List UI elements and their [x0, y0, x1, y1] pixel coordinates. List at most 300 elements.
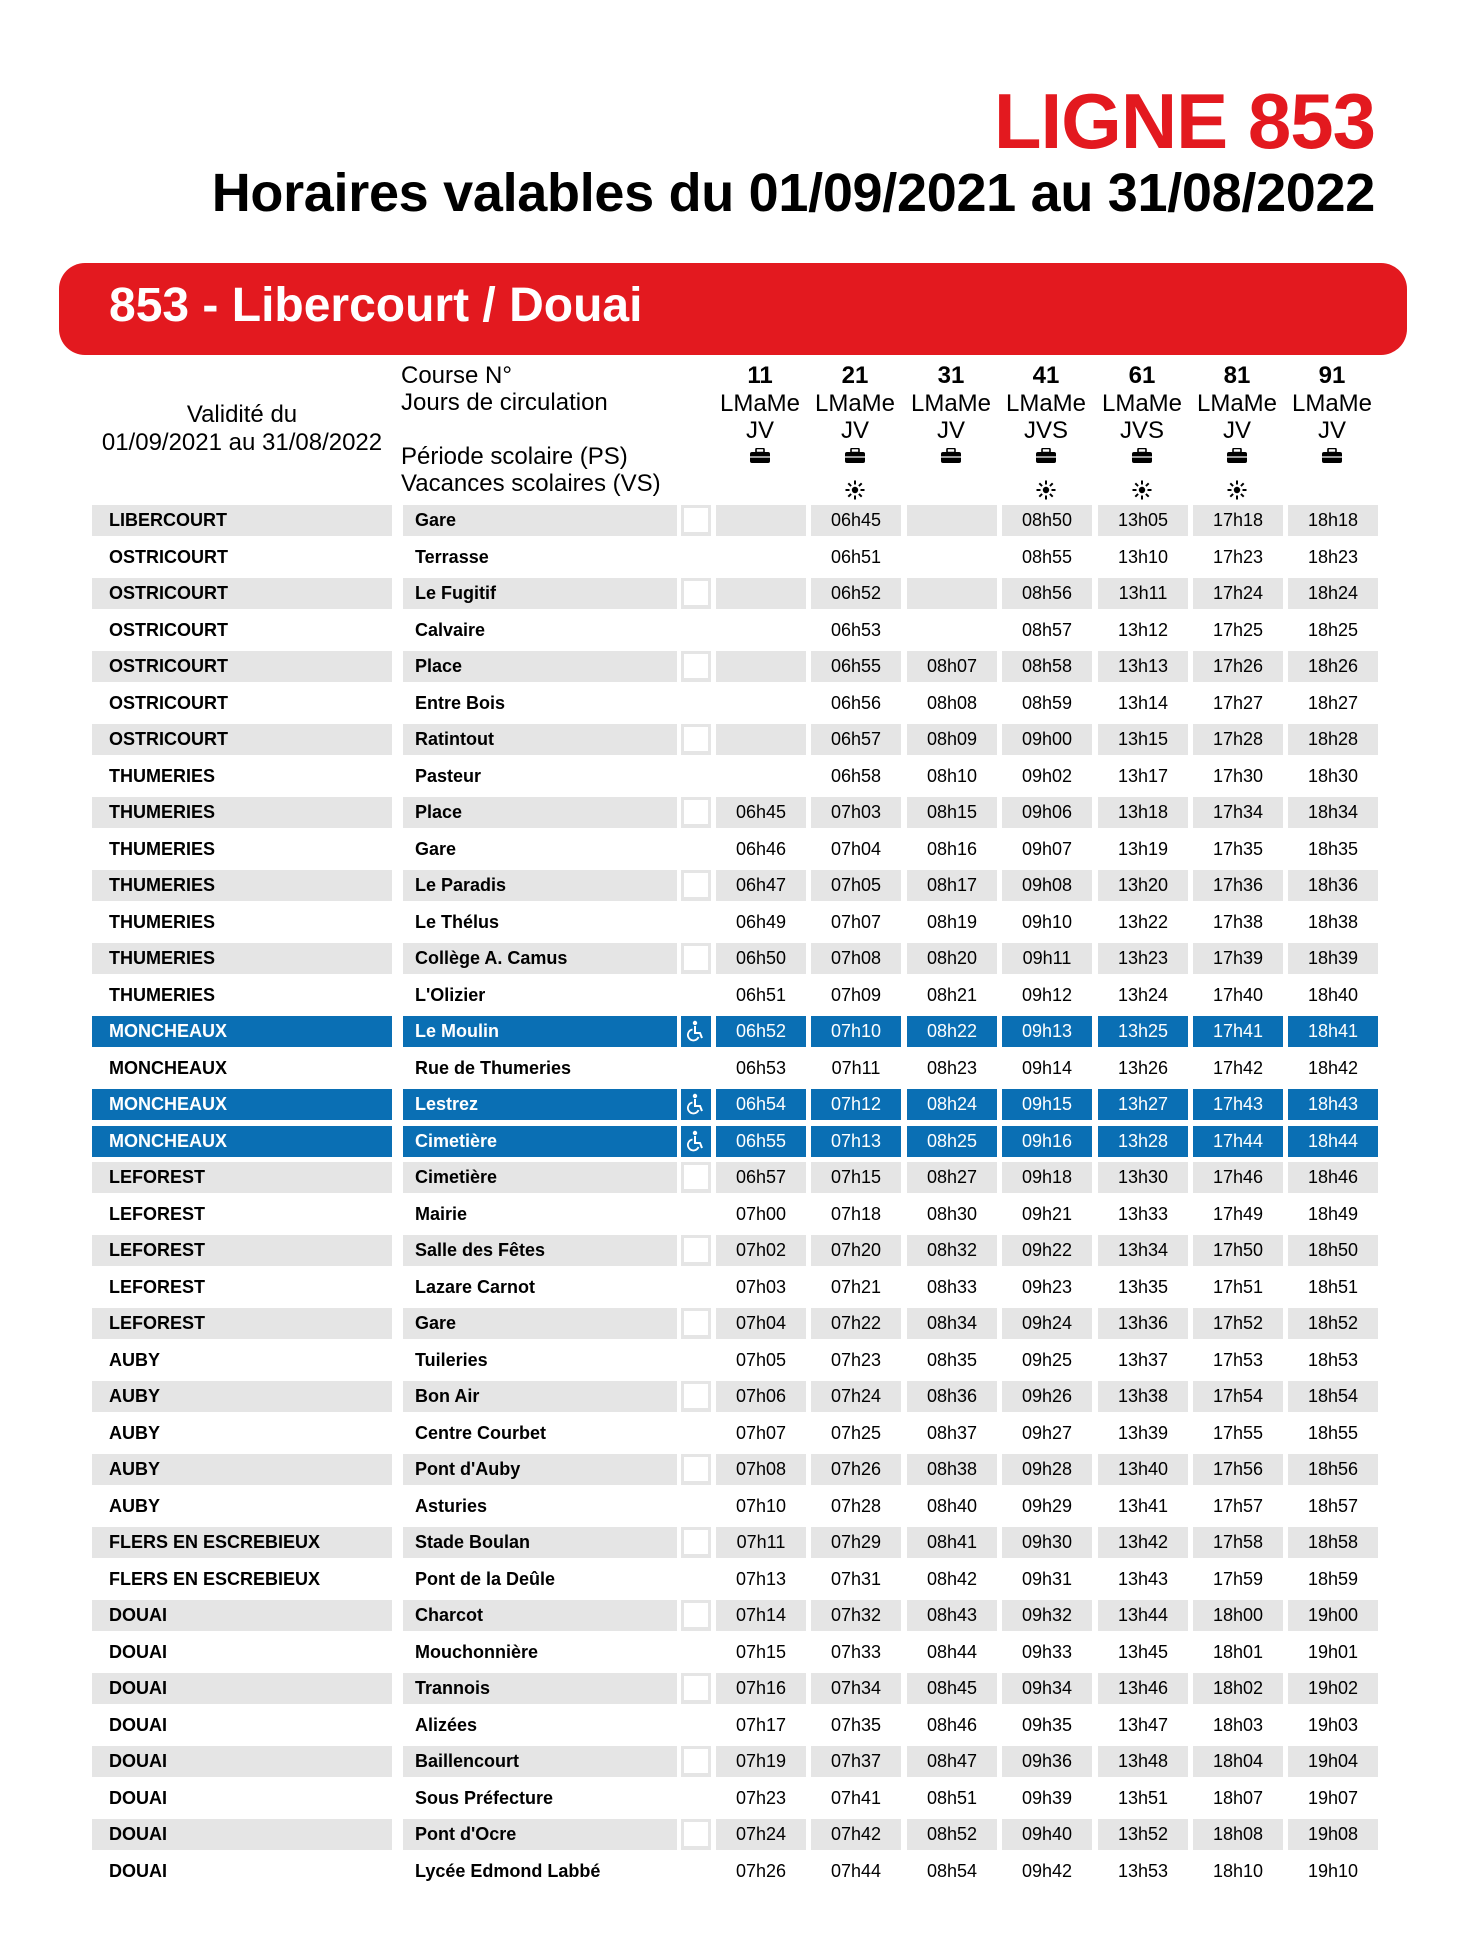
stop-name: Charcot: [403, 1600, 677, 1631]
departure-time: 06h45: [716, 797, 806, 828]
commune-name: AUBY: [92, 1381, 392, 1412]
departure-time: 08h24: [907, 1089, 997, 1120]
departure-time: 08h21: [926, 984, 978, 1005]
departure-time: 06h58: [830, 765, 882, 786]
departure-time: 13h46: [1098, 1673, 1188, 1704]
wheelchair-icon: [681, 1126, 711, 1157]
departure-time: 06h57: [716, 1162, 806, 1193]
departure-time: 08h50: [1002, 505, 1092, 536]
departure-time: 08h27: [907, 1162, 997, 1193]
stop-name: Collège A. Camus: [403, 943, 677, 974]
departure-time: [907, 542, 997, 573]
departure-time: 18h26: [1288, 651, 1378, 682]
departure-time: 13h15: [1098, 724, 1188, 755]
stop-name: Mouchonnière: [415, 1641, 539, 1662]
departure-time: 18h39: [1288, 943, 1378, 974]
departure-time: 07h21: [830, 1276, 882, 1297]
departure-time: 18h55: [1307, 1422, 1359, 1443]
accessibility-cell: [681, 797, 711, 828]
commune-name: OSTRICOURT: [109, 546, 228, 567]
commune-name: THUMERIES: [92, 943, 392, 974]
departure-time: 17h44: [1193, 1126, 1283, 1157]
departure-time: 13h11: [1098, 578, 1188, 609]
departure-time: 13h44: [1098, 1600, 1188, 1631]
departure-time: 08h37: [926, 1422, 978, 1443]
departure-time: 18h50: [1288, 1235, 1378, 1266]
departure-time: 18h59: [1307, 1568, 1359, 1589]
wheelchair-icon: [681, 1016, 711, 1047]
departure-time: 07h14: [716, 1600, 806, 1631]
departure-time: 13h19: [1117, 838, 1169, 859]
departure-time: 07h22: [811, 1308, 901, 1339]
departure-time: 17h36: [1193, 870, 1283, 901]
departure-time: 07h07: [735, 1422, 787, 1443]
departure-time: 06h51: [735, 984, 787, 1005]
departure-time: 09h13: [1002, 1016, 1092, 1047]
course-days: JV: [840, 417, 869, 444]
departure-time: 09h24: [1002, 1308, 1092, 1339]
briefcase-icon: [1287, 448, 1377, 469]
commune-name: DOUAI: [92, 1746, 392, 1777]
commune-name: AUBY: [109, 1349, 161, 1370]
commune-name: OSTRICOURT: [109, 692, 228, 713]
departure-time: 07h08: [811, 943, 901, 974]
stop-name: Stade Boulan: [403, 1527, 677, 1558]
commune-name: THUMERIES: [109, 838, 216, 859]
departure-time: 13h20: [1098, 870, 1188, 901]
departure-time: 13h17: [1117, 765, 1169, 786]
accessibility-cell: [681, 651, 711, 682]
commune-name: OSTRICOURT: [92, 724, 392, 755]
briefcase-icon: [1192, 448, 1282, 469]
departure-time: [716, 505, 806, 536]
stop-name: Baillencourt: [403, 1746, 677, 1777]
course-column-header: [1192, 362, 1282, 506]
departure-time: 18h24: [1288, 578, 1378, 609]
departure-time: 18h54: [1288, 1381, 1378, 1412]
departure-time: 08h35: [926, 1349, 978, 1370]
departure-time: 18h56: [1288, 1454, 1378, 1485]
departure-time: 17h56: [1193, 1454, 1283, 1485]
course-days: JVS: [1119, 417, 1164, 444]
stop-name: Terrasse: [415, 546, 489, 567]
departure-time: 18h36: [1288, 870, 1378, 901]
departure-time: 17h38: [1212, 911, 1264, 932]
departure-time: 09h10: [1021, 911, 1073, 932]
accessibility-cell: [681, 1819, 711, 1850]
departure-time: 08h25: [907, 1126, 997, 1157]
departure-time: [907, 578, 997, 609]
commune-name: OSTRICOURT: [92, 651, 392, 682]
commune-name: FLERS EN ESCREBIEUX: [92, 1527, 392, 1558]
commune-name: MONCHEAUX: [92, 1016, 392, 1047]
stop-name: Bon Air: [403, 1381, 677, 1412]
departure-time: 07h26: [811, 1454, 901, 1485]
departure-time: 19h10: [1307, 1860, 1359, 1881]
stop-name: Pont d'Auby: [403, 1454, 677, 1485]
departure-time: 07h20: [811, 1235, 901, 1266]
commune-name: THUMERIES: [109, 911, 216, 932]
course-number: 11: [747, 362, 773, 389]
departure-time: 08h23: [926, 1057, 978, 1078]
departure-time: 07h08: [716, 1454, 806, 1485]
departure-time: 08h54: [926, 1860, 978, 1881]
departure-time: 07h18: [830, 1203, 882, 1224]
departure-time: 07h23: [830, 1349, 882, 1370]
commune-name: DOUAI: [109, 1714, 167, 1735]
departure-time: 19h07: [1307, 1787, 1359, 1808]
departure-time: 17h57: [1212, 1495, 1264, 1516]
sun-icon: [1097, 479, 1187, 506]
departure-time: 17h39: [1193, 943, 1283, 974]
stop-name: Pont d'Ocre: [403, 1819, 677, 1850]
briefcase-icon: [715, 448, 805, 469]
departure-time: 08h07: [907, 651, 997, 682]
stop-name: Le Thélus: [415, 911, 500, 932]
stop-name: Alizées: [415, 1714, 478, 1735]
departure-time: 07h34: [811, 1673, 901, 1704]
departure-time: 17h30: [1212, 765, 1264, 786]
accessibility-cell: [681, 1746, 711, 1777]
stop-name: Tuileries: [415, 1349, 488, 1370]
stop-name: Rue de Thumeries: [415, 1057, 572, 1078]
accessibility-cell: [681, 1381, 711, 1412]
course-days: LMaMe: [910, 390, 992, 417]
accessibility-cell: [681, 1527, 711, 1558]
stop-name: Le Moulin: [403, 1016, 677, 1047]
departure-time: 18h52: [1288, 1308, 1378, 1339]
departure-time: 17h46: [1193, 1162, 1283, 1193]
wheelchair-icon: [681, 1089, 711, 1120]
departure-time: 08h57: [1021, 619, 1073, 640]
accessibility-cell: [681, 834, 711, 865]
departure-time: 17h34: [1193, 797, 1283, 828]
departure-time: 13h53: [1117, 1860, 1169, 1881]
departure-time: 09h11: [1002, 943, 1092, 974]
departure-time: 06h55: [811, 651, 901, 682]
stop-name: Pasteur: [415, 765, 482, 786]
accessibility-cell: [681, 688, 711, 719]
briefcase-icon: [810, 448, 900, 469]
commune-name: MONCHEAUX: [92, 1089, 392, 1120]
departure-time: 06h54: [716, 1089, 806, 1120]
departure-time: 08h16: [926, 838, 978, 859]
briefcase-icon: [1097, 448, 1187, 469]
course-column-header: [1287, 362, 1377, 469]
departure-time: [907, 615, 997, 646]
departure-time: 13h37: [1117, 1349, 1169, 1370]
departure-time: 07h26: [735, 1860, 787, 1881]
departure-time: 07h07: [830, 911, 882, 932]
course-number: 81: [1223, 362, 1251, 389]
departure-time: 17h42: [1212, 1057, 1264, 1078]
departure-time: 08h47: [907, 1746, 997, 1777]
departure-time: 18h00: [1193, 1600, 1283, 1631]
departure-time: 17h58: [1193, 1527, 1283, 1558]
departure-time: 17h28: [1193, 724, 1283, 755]
departure-time: 07h33: [830, 1641, 882, 1662]
departure-time: 17h41: [1193, 1016, 1283, 1047]
departure-time: 06h50: [716, 943, 806, 974]
jours-label: Jours de circulation: [401, 389, 608, 416]
commune-name: OSTRICOURT: [92, 578, 392, 609]
departure-time: 07h17: [735, 1714, 787, 1735]
departure-time: 09h23: [1021, 1276, 1073, 1297]
departure-time: 09h35: [1021, 1714, 1073, 1735]
commune-name: AUBY: [109, 1422, 161, 1443]
stop-name: Le Paradis: [403, 870, 677, 901]
commune-name: LEFOREST: [92, 1162, 392, 1193]
departure-time: 17h43: [1193, 1089, 1283, 1120]
validity-line-2: 01/09/2021 au 31/08/2022: [101, 429, 383, 456]
course-days: JV: [1222, 417, 1251, 444]
departure-time: 09h39: [1021, 1787, 1073, 1808]
departure-time: [716, 761, 806, 792]
departure-time: 17h23: [1212, 546, 1264, 567]
accessibility-cell: [681, 542, 711, 573]
departure-time: 18h27: [1307, 692, 1359, 713]
course-days: LMaMe: [1291, 390, 1373, 417]
course-days: LMaMe: [719, 390, 801, 417]
departure-time: 18h43: [1288, 1089, 1378, 1120]
departure-time: 07h05: [811, 870, 901, 901]
departure-time: 07h03: [735, 1276, 787, 1297]
commune-name: DOUAI: [92, 1600, 392, 1631]
departure-time: 07h02: [716, 1235, 806, 1266]
departure-time: 13h45: [1117, 1641, 1169, 1662]
departure-time: 19h02: [1288, 1673, 1378, 1704]
departure-time: 18h03: [1212, 1714, 1264, 1735]
departure-time: 13h22: [1117, 911, 1169, 932]
commune-name: LEFOREST: [92, 1308, 392, 1339]
departure-time: 18h10: [1212, 1860, 1264, 1881]
departure-time: 13h05: [1098, 505, 1188, 536]
departure-time: 09h14: [1021, 1057, 1073, 1078]
departure-time: 18h07: [1212, 1787, 1264, 1808]
accessibility-cell: [681, 1272, 711, 1303]
departure-time: 13h14: [1117, 692, 1169, 713]
departure-time: 19h04: [1288, 1746, 1378, 1777]
course-number: 21: [841, 362, 869, 389]
departure-time: 18h44: [1288, 1126, 1378, 1157]
departure-time: 09h27: [1021, 1422, 1073, 1443]
departure-time: 08h08: [926, 692, 978, 713]
accessibility-cell: [681, 943, 711, 974]
accessibility-cell: [681, 1162, 711, 1193]
departure-time: 13h28: [1098, 1126, 1188, 1157]
accessibility-cell: [681, 1564, 711, 1595]
accessibility-cell: [681, 1491, 711, 1522]
departure-time: 18h58: [1288, 1527, 1378, 1558]
departure-time: 13h24: [1117, 984, 1169, 1005]
departure-time: 09h02: [1021, 765, 1073, 786]
departure-time: [716, 542, 806, 573]
departure-time: 09h33: [1021, 1641, 1073, 1662]
accessibility-cell: [681, 578, 711, 609]
departure-time: 07h29: [811, 1527, 901, 1558]
departure-time: 17h27: [1212, 692, 1264, 713]
stop-name: Salle des Fêtes: [403, 1235, 677, 1266]
departure-time: 18h42: [1307, 1057, 1359, 1078]
departure-time: 07h35: [830, 1714, 882, 1735]
departure-time: 06h56: [830, 692, 882, 713]
departure-time: 08h19: [926, 911, 978, 932]
departure-time: 09h08: [1002, 870, 1092, 901]
departure-time: 18h30: [1307, 765, 1359, 786]
departure-time: [716, 578, 806, 609]
course-number: 41: [1032, 362, 1060, 389]
departure-time: 09h31: [1021, 1568, 1073, 1589]
departure-time: 17h25: [1212, 619, 1264, 640]
departure-time: 18h49: [1307, 1203, 1359, 1224]
departure-time: 09h06: [1002, 797, 1092, 828]
sun-icon: [1001, 479, 1091, 506]
departure-time: 06h53: [735, 1057, 787, 1078]
accessibility-cell: [681, 1783, 711, 1814]
departure-time: 07h04: [830, 838, 882, 859]
departure-time: 07h24: [811, 1381, 901, 1412]
departure-time: 07h13: [811, 1126, 901, 1157]
departure-time: 08h09: [907, 724, 997, 755]
departure-time: 06h55: [716, 1126, 806, 1157]
stop-name: Cimetière: [403, 1126, 677, 1157]
departure-time: 13h35: [1117, 1276, 1169, 1297]
departure-time: 19h01: [1307, 1641, 1359, 1662]
departure-time: 06h49: [735, 911, 787, 932]
departure-time: [716, 688, 806, 719]
departure-time: 07h06: [716, 1381, 806, 1412]
departure-time: 13h39: [1117, 1422, 1169, 1443]
departure-time: 06h57: [811, 724, 901, 755]
stop-name: Gare: [403, 505, 677, 536]
departure-time: 09h36: [1002, 1746, 1092, 1777]
departure-time: 08h40: [926, 1495, 978, 1516]
departure-time: 18h38: [1307, 911, 1359, 932]
departure-time: 08h17: [907, 870, 997, 901]
departure-time: 17h59: [1212, 1568, 1264, 1589]
accessibility-cell: [681, 1673, 711, 1704]
departure-time: 13h43: [1117, 1568, 1169, 1589]
departure-time: 08h59: [1021, 692, 1073, 713]
departure-time: 09h15: [1002, 1089, 1092, 1120]
commune-name: THUMERIES: [92, 797, 392, 828]
departure-time: 18h35: [1307, 838, 1359, 859]
commune-name: DOUAI: [92, 1819, 392, 1850]
commune-name: DOUAI: [109, 1641, 167, 1662]
header-labels: [401, 362, 661, 497]
departure-time: 07h32: [811, 1600, 901, 1631]
departure-time: 13h42: [1098, 1527, 1188, 1558]
departure-time: 07h00: [735, 1203, 787, 1224]
stop-name: Lazare Carnot: [415, 1276, 536, 1297]
departure-time: 18h51: [1307, 1276, 1359, 1297]
accessibility-cell: [681, 1345, 711, 1376]
commune-name: LEFOREST: [92, 1235, 392, 1266]
departure-time: 17h51: [1212, 1276, 1264, 1297]
departure-time: 08h46: [926, 1714, 978, 1735]
departure-time: 13h18: [1098, 797, 1188, 828]
departure-time: 08h30: [926, 1203, 978, 1224]
departure-time: 09h32: [1002, 1600, 1092, 1631]
ps-label: Période scolaire (PS): [401, 443, 628, 470]
departure-time: 19h08: [1288, 1819, 1378, 1850]
departure-time: 17h18: [1193, 505, 1283, 536]
departure-time: 06h52: [716, 1016, 806, 1047]
departure-time: 18h46: [1288, 1162, 1378, 1193]
departure-time: 09h12: [1021, 984, 1073, 1005]
departure-time: 17h55: [1212, 1422, 1264, 1443]
stop-name: Asturies: [415, 1495, 488, 1516]
departure-time: 19h00: [1288, 1600, 1378, 1631]
departure-time: 09h34: [1002, 1673, 1092, 1704]
departure-time: 07h15: [735, 1641, 787, 1662]
departure-time: 08h32: [907, 1235, 997, 1266]
departure-time: 17h50: [1193, 1235, 1283, 1266]
accessibility-cell: [681, 870, 711, 901]
departure-time: 08h51: [926, 1787, 978, 1808]
commune-name: LEFOREST: [109, 1203, 206, 1224]
commune-name: DOUAI: [92, 1673, 392, 1704]
departure-time: 18h53: [1307, 1349, 1359, 1370]
validity-line-1: Validité du: [186, 401, 298, 428]
departure-time: 13h51: [1117, 1787, 1169, 1808]
course-days: JVS: [1023, 417, 1068, 444]
departure-time: 18h25: [1307, 619, 1359, 640]
course-days: JV: [1317, 417, 1346, 444]
departure-time: 17h49: [1212, 1203, 1264, 1224]
commune-name: LEFOREST: [109, 1276, 206, 1297]
departure-time: 09h21: [1021, 1203, 1073, 1224]
sun-icon: [810, 479, 900, 506]
departure-time: 17h53: [1212, 1349, 1264, 1370]
departure-time: 13h25: [1098, 1016, 1188, 1047]
departure-time: 07h12: [811, 1089, 901, 1120]
departure-time: 13h27: [1098, 1089, 1188, 1120]
departure-time: 08h45: [907, 1673, 997, 1704]
briefcase-icon: [1001, 448, 1091, 469]
departure-time: 08h42: [926, 1568, 978, 1589]
stop-name: Pont de la Deûle: [415, 1568, 556, 1589]
departure-time: 18h08: [1193, 1819, 1283, 1850]
departure-time: 07h04: [716, 1308, 806, 1339]
stop-name: Entre Bois: [415, 692, 506, 713]
departure-time: 07h11: [831, 1057, 881, 1078]
departure-time: 08h36: [907, 1381, 997, 1412]
departure-time: [716, 724, 806, 755]
departure-time: 13h30: [1098, 1162, 1188, 1193]
course-number: 61: [1128, 362, 1156, 389]
departure-time: 07h23: [735, 1787, 787, 1808]
departure-time: 13h10: [1117, 546, 1169, 567]
briefcase-icon: [906, 448, 996, 469]
stop-name: Lestrez: [403, 1089, 677, 1120]
departure-time: 07h37: [811, 1746, 901, 1777]
course-days: JV: [936, 417, 965, 444]
validity-label: [92, 401, 392, 457]
departure-time: 13h41: [1117, 1495, 1169, 1516]
stop-name: Le Fugitif: [403, 578, 677, 609]
accessibility-cell: [681, 980, 711, 1011]
departure-time: 09h22: [1002, 1235, 1092, 1266]
accessibility-cell: [681, 1418, 711, 1449]
stop-name: Calvaire: [415, 619, 486, 640]
departure-time: 17h52: [1193, 1308, 1283, 1339]
departure-time: 08h52: [907, 1819, 997, 1850]
line-title: LIGNE 853: [993, 77, 1375, 165]
stop-name: Gare: [403, 1308, 677, 1339]
departure-time: 09h00: [1002, 724, 1092, 755]
stop-name: Gare: [415, 838, 457, 859]
